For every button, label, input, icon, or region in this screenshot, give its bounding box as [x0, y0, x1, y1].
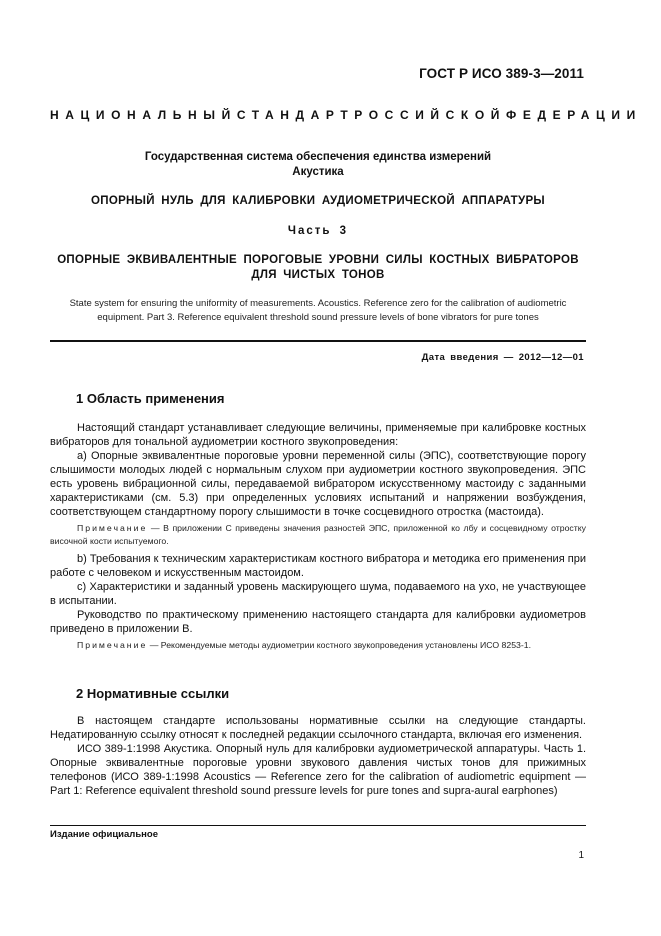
section-2-heading: 2 Нормативные ссылки [76, 686, 230, 701]
national-word: ФЕДЕРАЦИИ [506, 108, 642, 122]
note-label: Примечание [77, 523, 148, 533]
english-title-line: equipment. Part 3. Reference equivalent threshold sound pressure levels of bone vibrators for pure tones [97, 312, 539, 323]
national-word: НАЦИОНАЛЬНЫЙ [50, 108, 237, 122]
system-heading [50, 150, 586, 180]
standard-code: ГОСТ Р ИСО 389-3—2011 [419, 66, 584, 81]
note-text: — В приложении С приведены значения разностей ЭПС, приложенной ко лбу и сосцевидному отростку височной кости испытуемого. [50, 523, 586, 546]
paragraph: b) Требования к техническим характеристикам костного вибратора и методика его применения при работе с человеком и искусственным мастоидом. [50, 553, 586, 579]
paragraph: В настоящем стандарте использованы нормативные ссылки на следующие стандарты. Недатированную ссылку относят к последней редакции ссылочного стандарта, включая его изменения. [50, 715, 586, 741]
paragraph: c) Характеристики и заданный уровень маскирующего шума, подаваемого на ухо, не участвующее в испытании. [50, 581, 586, 607]
subtitle-line: ОПОРНЫЕ ЭКВИВАЛЕНТНЫЕ ПОРОГОВЫЕ УРОВНИ СИЛЫ КОСТНЫХ ВИБРАТОРОВ [57, 254, 579, 266]
section-2-body [50, 714, 586, 798]
part-label: Часть 3 [287, 225, 349, 237]
national-word: СТАНДАРТ [236, 108, 355, 122]
introduction-date: Дата введения — 2012—12—01 [421, 352, 584, 363]
subtitle-line: ДЛЯ ЧИСТЫХ ТОНОВ [251, 269, 385, 281]
english-title [50, 297, 586, 325]
footer-divider [50, 825, 586, 826]
note-text: — Рекомендуемые методы аудиометрии костного звукопроведения установлены ИСО 8253-1. [147, 640, 531, 650]
paragraph: Руководство по практическому применению настоящего стандарта для калибровки аудиометров приведено в приложении В. [50, 609, 586, 635]
note [50, 522, 586, 548]
acoustics-line: Акустика [292, 166, 344, 178]
section-1-heading: 1 Область применения [76, 391, 225, 406]
section-1-body [50, 421, 586, 652]
paragraph: ИСО 389-1:1998 Акустика. Опорный нуль для калибровки аудиометрической аппаратуры. Часть 1. Опорные эквивалентные пороговые уровни звукового давления чистых тонов для прижимных телефонов (ИСО 389-1:1998 Acoustics — Reference zero for the calibration of audiometric equipment — Part 1: Reference equivalent threshold sound pressure levels for pure tones and supra-aural earphones) [50, 743, 586, 797]
note [50, 639, 586, 652]
subtitle [50, 253, 586, 283]
national-standard-banner [50, 108, 642, 122]
paragraph: а) Опорные эквивалентные пороговые уровни переменной силы (ЭПС), соответствующие порогу слышимости молодых людей с нормальным слухом при аудиометрии костного звукопроведения. ЭПС есть уровень вибрационной силы, передаваемой вибратором искусственному мастоиду с заданными характеристиками (см. 5.3) при определенных условиях испытаний и напряжении возбуждения, соответствующем стандартному порогу слышимости в точке сосцевидного отростка (мастоида). [50, 450, 586, 518]
paragraph: Настоящий стандарт устанавливает следующие величины, применяемые при калибровке костных вибраторов для тональной аудиометрии костного звукопроведения: [50, 422, 586, 448]
system-line: Государственная система обеспечения единства измерений [144, 151, 492, 163]
page-number: 1 [578, 850, 584, 861]
english-title-line: State system for ensuring the uniformity of measurements. Acoustics. Reference zero for the calibration of audiometric [69, 298, 567, 309]
national-word: РОССИЙСКОЙ [354, 108, 507, 122]
official-edition-label: Издание официальное [50, 829, 158, 840]
title-divider [50, 340, 586, 342]
main-title: ОПОРНЫЙ НУЛЬ ДЛЯ КАЛИБРОВКИ АУДИОМЕТРИЧЕСКОЙ АППАРАТУРЫ [91, 195, 545, 207]
note-label: Примечание [77, 640, 148, 650]
